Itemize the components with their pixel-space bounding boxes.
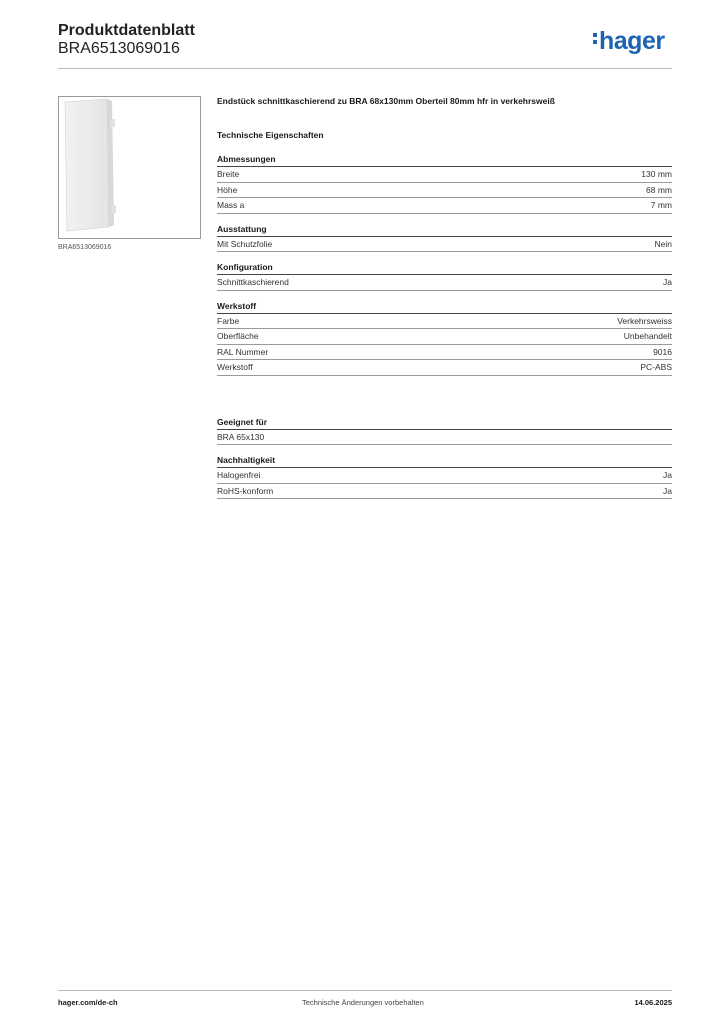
spec-label: Breite bbox=[217, 169, 240, 179]
spec-row bbox=[217, 430, 672, 446]
spec-group bbox=[217, 417, 672, 446]
spec-value: Ja bbox=[663, 277, 672, 287]
spec-value: Unbehandelt bbox=[623, 331, 672, 341]
spec-groups-extra bbox=[217, 417, 672, 500]
end-cap-illustration-icon bbox=[59, 97, 200, 238]
spec-group-title: Werkstoff bbox=[217, 301, 672, 314]
product-image bbox=[58, 96, 201, 239]
spec-row bbox=[217, 484, 672, 500]
hager-logo bbox=[593, 27, 665, 56]
spec-value: 68 mm bbox=[646, 184, 672, 195]
header-divider bbox=[58, 68, 672, 69]
footer-date: 14.06.2025 bbox=[634, 998, 672, 1007]
spec-row bbox=[217, 360, 672, 376]
product-number: BRA6513069016 bbox=[58, 40, 180, 57]
spec-label: Höhe bbox=[217, 184, 238, 195]
spec-label: Mit Schutzfolie bbox=[217, 238, 273, 249]
product-title: Endstück schnittkaschierend zu BRA 68x130mm Oberteil 80mm hfr in verkehrsweiß bbox=[217, 96, 555, 106]
spec-group bbox=[217, 455, 672, 499]
spec-label: RAL Nummer bbox=[217, 346, 269, 357]
spec-value: PC-ABS bbox=[640, 362, 672, 372]
spec-group-title: Ausstattung bbox=[217, 224, 672, 237]
logo-text: hager bbox=[599, 27, 665, 55]
spec-label: Oberfläche bbox=[217, 331, 259, 341]
spec-row bbox=[217, 198, 672, 214]
page-title: Produktdatenblatt bbox=[58, 22, 195, 39]
spec-row bbox=[217, 237, 672, 253]
spec-group bbox=[217, 262, 672, 291]
spec-label: Halogenfrei bbox=[217, 470, 261, 480]
spec-row bbox=[217, 167, 672, 183]
spec-value: Verkehrsweiss bbox=[617, 315, 672, 326]
footer-website-link[interactable]: hager.com/de-ch bbox=[58, 998, 118, 1007]
spec-group-title: Nachhaltigkeit bbox=[217, 455, 672, 468]
spec-label: RoHS-konform bbox=[217, 485, 274, 496]
spec-value: Ja bbox=[663, 470, 672, 480]
product-specs bbox=[217, 96, 672, 509]
spec-label: BRA 65x130 bbox=[217, 431, 265, 442]
section-heading: Technische Eigenschaften bbox=[217, 130, 324, 140]
spec-value: 130 mm bbox=[641, 169, 672, 179]
spec-group-title: Abmessungen bbox=[217, 154, 672, 167]
spec-groups bbox=[217, 154, 672, 376]
spec-value: 9016 bbox=[653, 346, 672, 357]
spec-row bbox=[217, 314, 672, 330]
spec-label: Farbe bbox=[217, 315, 240, 326]
spec-row bbox=[217, 275, 672, 291]
spec-row bbox=[217, 468, 672, 484]
spec-group-title: Geeignet für bbox=[217, 417, 672, 430]
footer-divider bbox=[58, 990, 672, 991]
spec-row bbox=[217, 329, 672, 345]
logo-dots-icon bbox=[593, 30, 598, 47]
spec-label: Mass a bbox=[217, 200, 245, 210]
spec-value: 7 mm bbox=[650, 200, 672, 210]
image-caption: BRA6513069016 bbox=[58, 244, 112, 251]
spec-group bbox=[217, 301, 672, 376]
spec-value: Ja bbox=[663, 485, 672, 496]
spec-group bbox=[217, 154, 672, 214]
spec-row bbox=[217, 345, 672, 361]
spec-group-title: Konfiguration bbox=[217, 262, 672, 275]
spec-row bbox=[217, 183, 672, 199]
spec-value: Nein bbox=[654, 238, 672, 249]
spec-label: Werkstoff bbox=[217, 362, 253, 372]
spec-group bbox=[217, 224, 672, 253]
spec-label: Schnittkaschierend bbox=[217, 277, 289, 287]
footer-note: Technische Änderungen vorbehalten bbox=[302, 998, 424, 1007]
